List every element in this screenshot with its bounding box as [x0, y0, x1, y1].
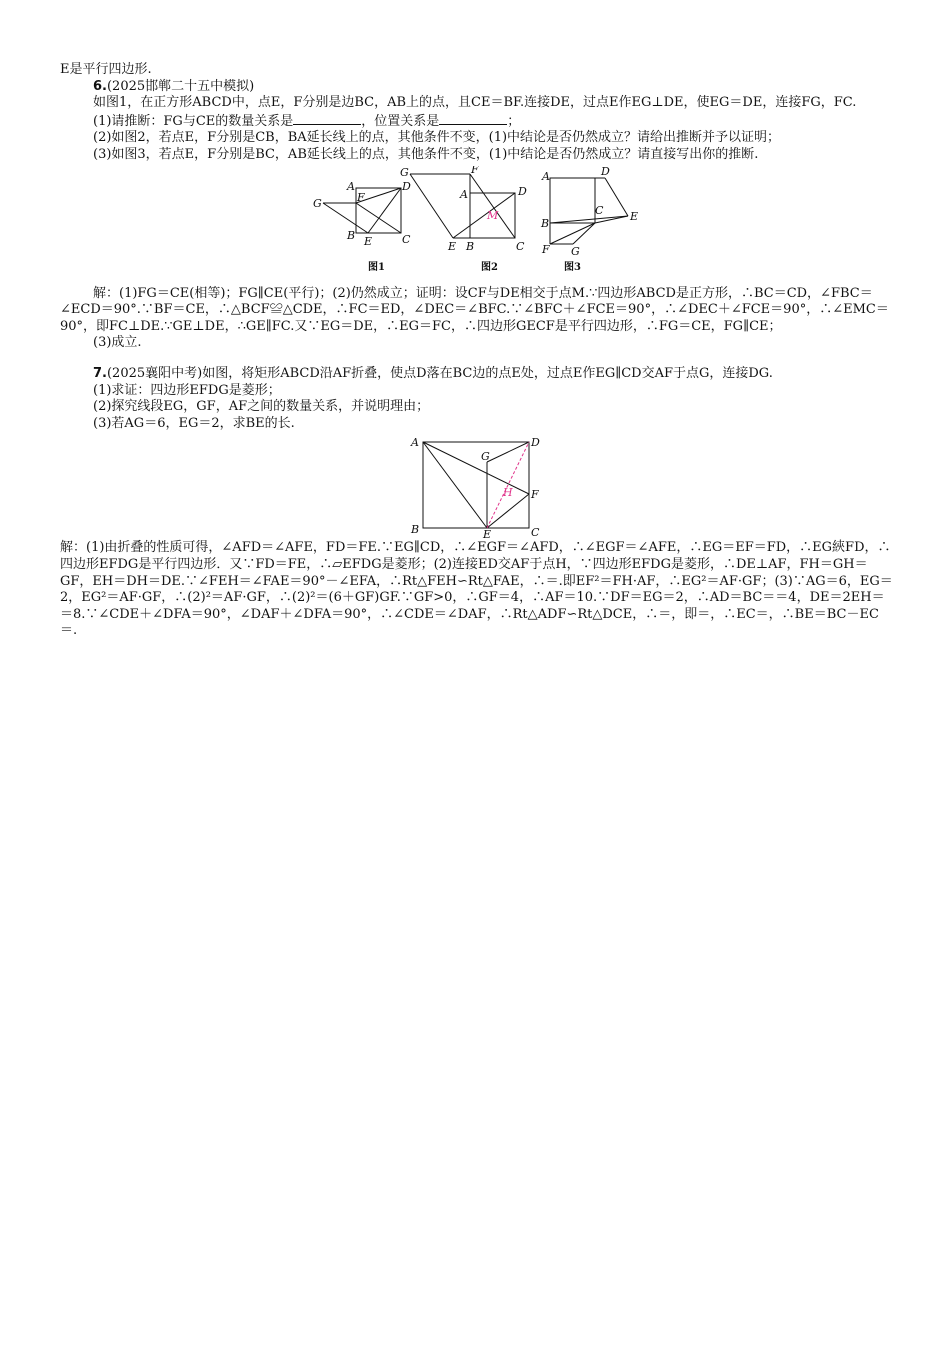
fig3-label-C: C	[595, 203, 604, 217]
document-page	[60, 62, 896, 640]
q7-label-D: D	[531, 436, 540, 450]
q7-label-C: C	[531, 526, 540, 539]
fig2-label-G: G	[400, 165, 409, 179]
q7-part1: (1)求证：四边形EFDG是菱形；	[93, 382, 281, 398]
fig3-label-E: E	[630, 209, 639, 223]
fig1-label-C: C	[402, 232, 411, 246]
q7-stem: 如图，将矩形ABCD沿AF折叠，使点D落在BC边的点E处，过点E作EG∥CD交AF于点G，连接DG.	[202, 365, 773, 381]
q7-part3: (3)若AG＝6，EG＝2，求BE的长.	[93, 415, 295, 431]
q7-solution: 解：(1)由折叠的性质可得，∠AFD＝∠AFE，FD＝FE.∵EG∥CD，∴∠EGF＝∠AFD，∴∠EGF＝∠AFE，∴EG＝EF＝FD，∴EG綊FD，∴四边形EFDG是平行四边形．又∵FD＝FE，∴▱EFDG是菱形；(2)连接ED交AF于点H，∵四边形EFDG是菱形，∴DE⊥AF，FH＝GH＝GF，EH＝DH＝DE.∵∠FEH＝∠FAE＝90°－∠EFA，∴Rt△FEH∽Rt△FAE，∴＝.即EF²＝FH·AF，∴EG²＝AF·GF；(3)∵AG＝6，EG＝2，EG²＝AF·GF，∴(2)²＝AF·GF，∴(2)²＝(6＋GF)GF.∵GF>0，∴GF＝4，∴AF＝10.∵DF＝EG＝2，∴AD＝BC＝＝4，DE＝2EH＝＝8.∵∠CDE＋∠DFA＝90°，∠DAF＋∠DFA＝90°，∴∠CDE＝∠DAF，∴Rt△ADF∽Rt△DCE，∴＝，即＝，∴EC＝，∴BE＝BC－EC＝.	[60, 540, 893, 639]
q7-rectangle	[423, 442, 529, 528]
q6-solution: 解：(1)FG＝CE(相等)；FG∥CE(平行)；(2)仍然成立；证明：设CF与DE相交于点M.∵四边形ABCD是正方形，∴BC＝CD，∠FBC＝∠ECD＝90°.∵BF＝CE，∴△BCF≌△CDE，∴FC＝ED，∠DEC＝∠BFC.∵∠BFC＋∠FCE＝90°，∴∠DEC＋∠FCE＝90°，∴∠EMC＝90°，即FC⊥DE.∵GE⊥DE，∴GE∥FC.又∵EG＝DE，∴EG＝FC，∴四边形GECF是平行四边形，∴FG＝CE，FG∥CE；	[60, 285, 889, 334]
fig1-label-F: F	[357, 190, 365, 204]
fig3-label-B: B	[541, 216, 550, 230]
q7-label-B: B	[411, 523, 420, 537]
q6-blank-2	[439, 112, 507, 125]
q6-part1-text-c: ；	[507, 113, 521, 129]
fig2-label-F: F	[471, 165, 479, 176]
q6-part1-text-b: ，位置关系是	[361, 113, 440, 129]
lead-line: E是平行四边形.	[60, 62, 152, 77]
q7-figure	[403, 436, 553, 538]
fig3-label-G: G	[571, 244, 580, 258]
fig1-label-D: D	[402, 179, 411, 193]
q7-label-G: G	[481, 450, 490, 464]
fig2-caption: 图2	[481, 261, 498, 273]
q7-label-F: F	[531, 488, 539, 502]
q6-solution-3: (3)成立.	[93, 335, 142, 351]
fig2-label-B: B	[466, 239, 475, 253]
fig3-label-A: A	[542, 169, 550, 183]
fig2-label-C: C	[516, 239, 525, 253]
q6-source: (2025邯郸二十五中模拟)	[106, 78, 255, 94]
q7-source: (2025襄阳中考)	[106, 365, 203, 381]
fig1-label-A: A	[347, 179, 355, 193]
q6-blank-1	[293, 112, 361, 125]
q6-part2: (2)如图2，若点E，F分别是CB，BA延长线上的点，其他条件不变，(1)中结论是否仍然成立？请给出推断并予以证明；	[93, 130, 781, 146]
fig2-label-A: A	[460, 187, 468, 201]
q6-part1	[60, 112, 896, 131]
fig1-label-E: E	[364, 234, 373, 248]
q6-number: 6.	[93, 78, 107, 94]
fig2-label-E: E	[448, 239, 457, 253]
q7-label-A: A	[411, 436, 419, 450]
q6-part1-text-a: (1)请推断：FG与CE的数量关系是	[93, 113, 294, 129]
fig2-label-D: D	[518, 184, 527, 198]
q7-number: 7.	[93, 365, 107, 381]
fig2-label-M: M	[487, 208, 499, 222]
fig3-square	[550, 178, 595, 223]
q7-label-E: E	[483, 528, 492, 539]
fig1-label-G: G	[313, 196, 322, 210]
q7-part2: (2)探究线段EG，GF，AF之间的数量关系，并说明理由；	[93, 399, 430, 415]
q6-part3: (3)如图3，若点E，F分别是BC，AB延长线上的点，其他条件不变，(1)中结论是否仍然成立？请直接写出你的推断.	[93, 146, 759, 162]
q6-figures	[313, 166, 643, 282]
q7-label-H: H	[503, 486, 513, 500]
q6-heading	[60, 79, 896, 96]
fig3-label-D: D	[601, 165, 610, 178]
fig1-caption: 图1	[368, 261, 385, 273]
q7-first	[60, 366, 896, 383]
q7-dashed-ED	[487, 442, 529, 528]
fig3-caption: 图3	[564, 261, 581, 273]
fig3-label-F: F	[542, 242, 550, 256]
q6-stem: 如图1，在正方形ABCD中，点E，F分别是边BC，AB上的点，且CE＝BF.连接DE，过点E作EG⊥DE，使EG＝DE，连接FG，FC.	[93, 95, 857, 111]
fig1-label-B: B	[347, 228, 356, 242]
